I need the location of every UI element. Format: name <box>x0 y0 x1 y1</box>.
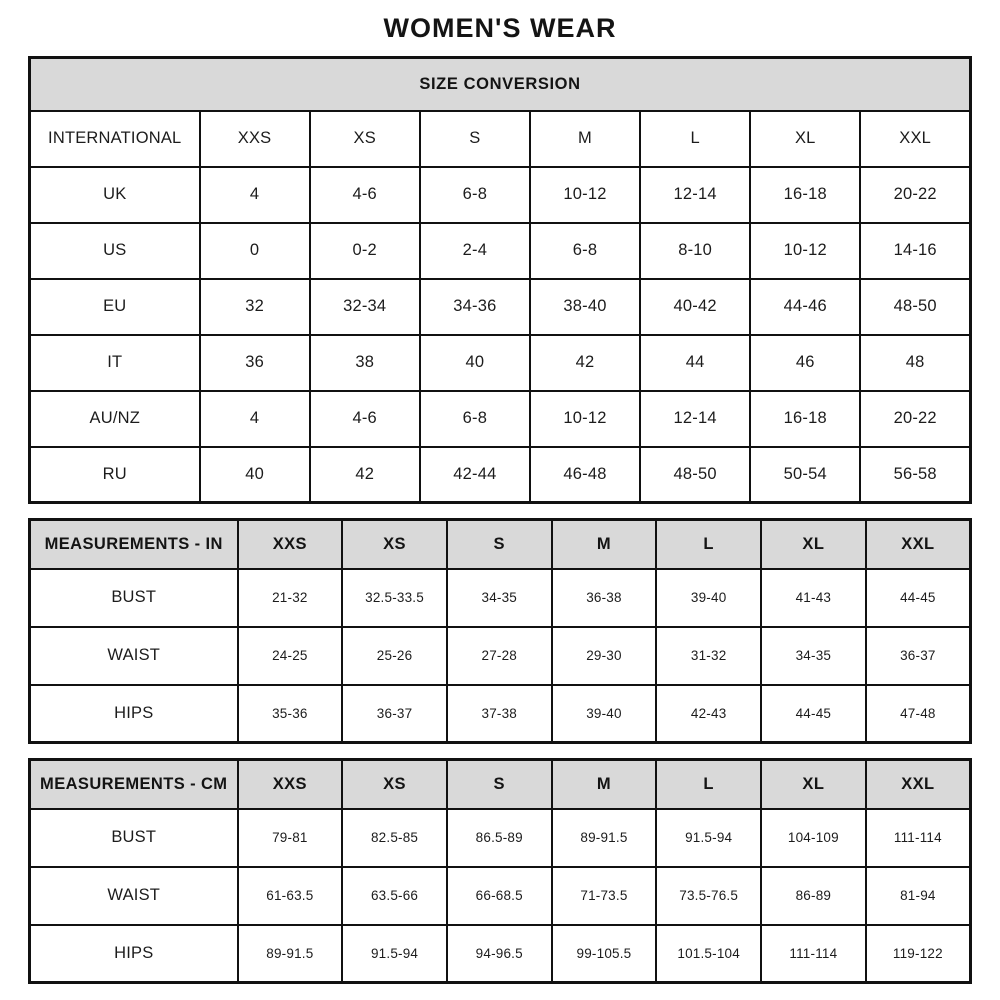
table-cell: 44-45 <box>866 569 971 627</box>
table-cell: 36-37 <box>866 627 971 685</box>
table-cell: 63.5-66 <box>342 867 447 925</box>
table-cell: 8-10 <box>640 223 750 279</box>
table-cell: 91.5-94 <box>656 809 761 867</box>
column-header: L <box>656 760 761 809</box>
table-cell: 25-26 <box>342 627 447 685</box>
measurements-cm-table <box>28 758 972 984</box>
row-label: HIPS <box>30 925 238 983</box>
size-conversion-table <box>28 56 972 504</box>
table-row <box>30 391 971 447</box>
column-header: XXS <box>200 111 310 167</box>
table-cell: 10-12 <box>750 223 860 279</box>
table-cell: 34-35 <box>447 569 552 627</box>
table-cell: 48 <box>860 335 970 391</box>
column-header: XL <box>761 520 866 569</box>
table-cell: 44-46 <box>750 279 860 335</box>
table-cell: 46 <box>750 335 860 391</box>
column-header: XXS <box>238 520 343 569</box>
column-header: S <box>447 520 552 569</box>
column-header: L <box>656 520 761 569</box>
table-cell: 38-40 <box>530 279 640 335</box>
table-cell: 44 <box>640 335 750 391</box>
table-cell: 40 <box>200 447 310 503</box>
column-header: INTERNATIONAL <box>30 111 200 167</box>
column-header: S <box>447 760 552 809</box>
table-cell: 24-25 <box>238 627 343 685</box>
table-cell: 16-18 <box>750 167 860 223</box>
table-cell: 47-48 <box>866 685 971 743</box>
table-cell: 42-44 <box>420 447 530 503</box>
column-header: XS <box>342 520 447 569</box>
table-cell: 81-94 <box>866 867 971 925</box>
table-cell: 42 <box>530 335 640 391</box>
column-header: M <box>552 760 657 809</box>
table-cell: 73.5-76.5 <box>656 867 761 925</box>
table-title: MEASUREMENTS - CM <box>30 760 238 809</box>
table-row <box>30 167 971 223</box>
row-label: IT <box>30 335 200 391</box>
table-cell: 14-16 <box>860 223 970 279</box>
table-cell: 6-8 <box>530 223 640 279</box>
column-header-row <box>30 111 971 167</box>
table-row <box>30 867 971 925</box>
row-label: RU <box>30 447 200 503</box>
table-cell: 44-45 <box>761 685 866 743</box>
table-cell: 12-14 <box>640 167 750 223</box>
table-cell: 39-40 <box>552 685 657 743</box>
table-cell: 20-22 <box>860 391 970 447</box>
table-cell: 32.5-33.5 <box>342 569 447 627</box>
column-header: XL <box>761 760 866 809</box>
table-cell: 94-96.5 <box>447 925 552 983</box>
column-header: XS <box>342 760 447 809</box>
table-cell: 34-36 <box>420 279 530 335</box>
table-row <box>30 809 971 867</box>
column-header: L <box>640 111 750 167</box>
column-header: XXL <box>860 111 970 167</box>
table-cell: 31-32 <box>656 627 761 685</box>
table-cell: 46-48 <box>530 447 640 503</box>
column-header: XXL <box>866 520 971 569</box>
table-title-row <box>30 58 971 111</box>
table-cell: 21-32 <box>238 569 343 627</box>
table-cell: 6-8 <box>420 391 530 447</box>
table-cell: 4 <box>200 391 310 447</box>
table-cell: 82.5-85 <box>342 809 447 867</box>
table-cell: 119-122 <box>866 925 971 983</box>
row-label: BUST <box>30 569 238 627</box>
table-cell: 86-89 <box>761 867 866 925</box>
row-label: WAIST <box>30 867 238 925</box>
table-cell: 99-105.5 <box>552 925 657 983</box>
table-row <box>30 447 971 503</box>
table-cell: 42 <box>310 447 420 503</box>
table-cell: 101.5-104 <box>656 925 761 983</box>
table-cell: 89-91.5 <box>552 809 657 867</box>
table-row <box>30 279 971 335</box>
row-label: EU <box>30 279 200 335</box>
column-header: S <box>420 111 530 167</box>
table-cell: 50-54 <box>750 447 860 503</box>
table-cell: 91.5-94 <box>342 925 447 983</box>
table-cell: 34-35 <box>761 627 866 685</box>
table-cell: 36-37 <box>342 685 447 743</box>
table-cell: 32 <box>200 279 310 335</box>
table-cell: 20-22 <box>860 167 970 223</box>
table-cell: 12-14 <box>640 391 750 447</box>
table-cell: 4 <box>200 167 310 223</box>
table-cell: 35-36 <box>238 685 343 743</box>
table-cell: 56-58 <box>860 447 970 503</box>
table-row <box>30 223 971 279</box>
table-cell: 36-38 <box>552 569 657 627</box>
table-cell: 10-12 <box>530 391 640 447</box>
table-cell: 66-68.5 <box>447 867 552 925</box>
table-cell: 71-73.5 <box>552 867 657 925</box>
table-row <box>30 569 971 627</box>
table-cell: 89-91.5 <box>238 925 343 983</box>
table-row <box>30 335 971 391</box>
table-cell: 111-114 <box>761 925 866 983</box>
table-row <box>30 627 971 685</box>
table-title: SIZE CONVERSION <box>30 58 971 111</box>
table-cell: 2-4 <box>420 223 530 279</box>
table-cell: 0 <box>200 223 310 279</box>
table-cell: 0-2 <box>310 223 420 279</box>
column-header-row <box>30 520 971 569</box>
row-label: HIPS <box>30 685 238 743</box>
row-label: UK <box>30 167 200 223</box>
row-label: AU/NZ <box>30 391 200 447</box>
column-header: XXS <box>238 760 343 809</box>
table-cell: 37-38 <box>447 685 552 743</box>
column-header: XS <box>310 111 420 167</box>
page-title: WOMEN'S WEAR <box>383 13 617 43</box>
table-cell: 40-42 <box>640 279 750 335</box>
measurements-in-table <box>28 518 972 744</box>
table-cell: 48-50 <box>860 279 970 335</box>
table-cell: 38 <box>310 335 420 391</box>
table-cell: 104-109 <box>761 809 866 867</box>
row-label: WAIST <box>30 627 238 685</box>
table-cell: 42-43 <box>656 685 761 743</box>
table-cell: 86.5-89 <box>447 809 552 867</box>
table-cell: 79-81 <box>238 809 343 867</box>
table-cell: 61-63.5 <box>238 867 343 925</box>
table-cell: 6-8 <box>420 167 530 223</box>
table-row <box>30 925 971 983</box>
table-title: MEASUREMENTS - IN <box>30 520 238 569</box>
table-row <box>30 685 971 743</box>
table-cell: 39-40 <box>656 569 761 627</box>
column-header: XXL <box>866 760 971 809</box>
column-header-row <box>30 760 971 809</box>
column-header: M <box>552 520 657 569</box>
table-cell: 36 <box>200 335 310 391</box>
table-cell: 10-12 <box>530 167 640 223</box>
table-cell: 32-34 <box>310 279 420 335</box>
table-cell: 16-18 <box>750 391 860 447</box>
table-cell: 48-50 <box>640 447 750 503</box>
row-label: BUST <box>30 809 238 867</box>
column-header: XL <box>750 111 860 167</box>
table-cell: 4-6 <box>310 167 420 223</box>
table-cell: 27-28 <box>447 627 552 685</box>
table-cell: 4-6 <box>310 391 420 447</box>
column-header: M <box>530 111 640 167</box>
table-cell: 40 <box>420 335 530 391</box>
row-label: US <box>30 223 200 279</box>
table-cell: 29-30 <box>552 627 657 685</box>
table-cell: 111-114 <box>866 809 971 867</box>
table-cell: 41-43 <box>761 569 866 627</box>
